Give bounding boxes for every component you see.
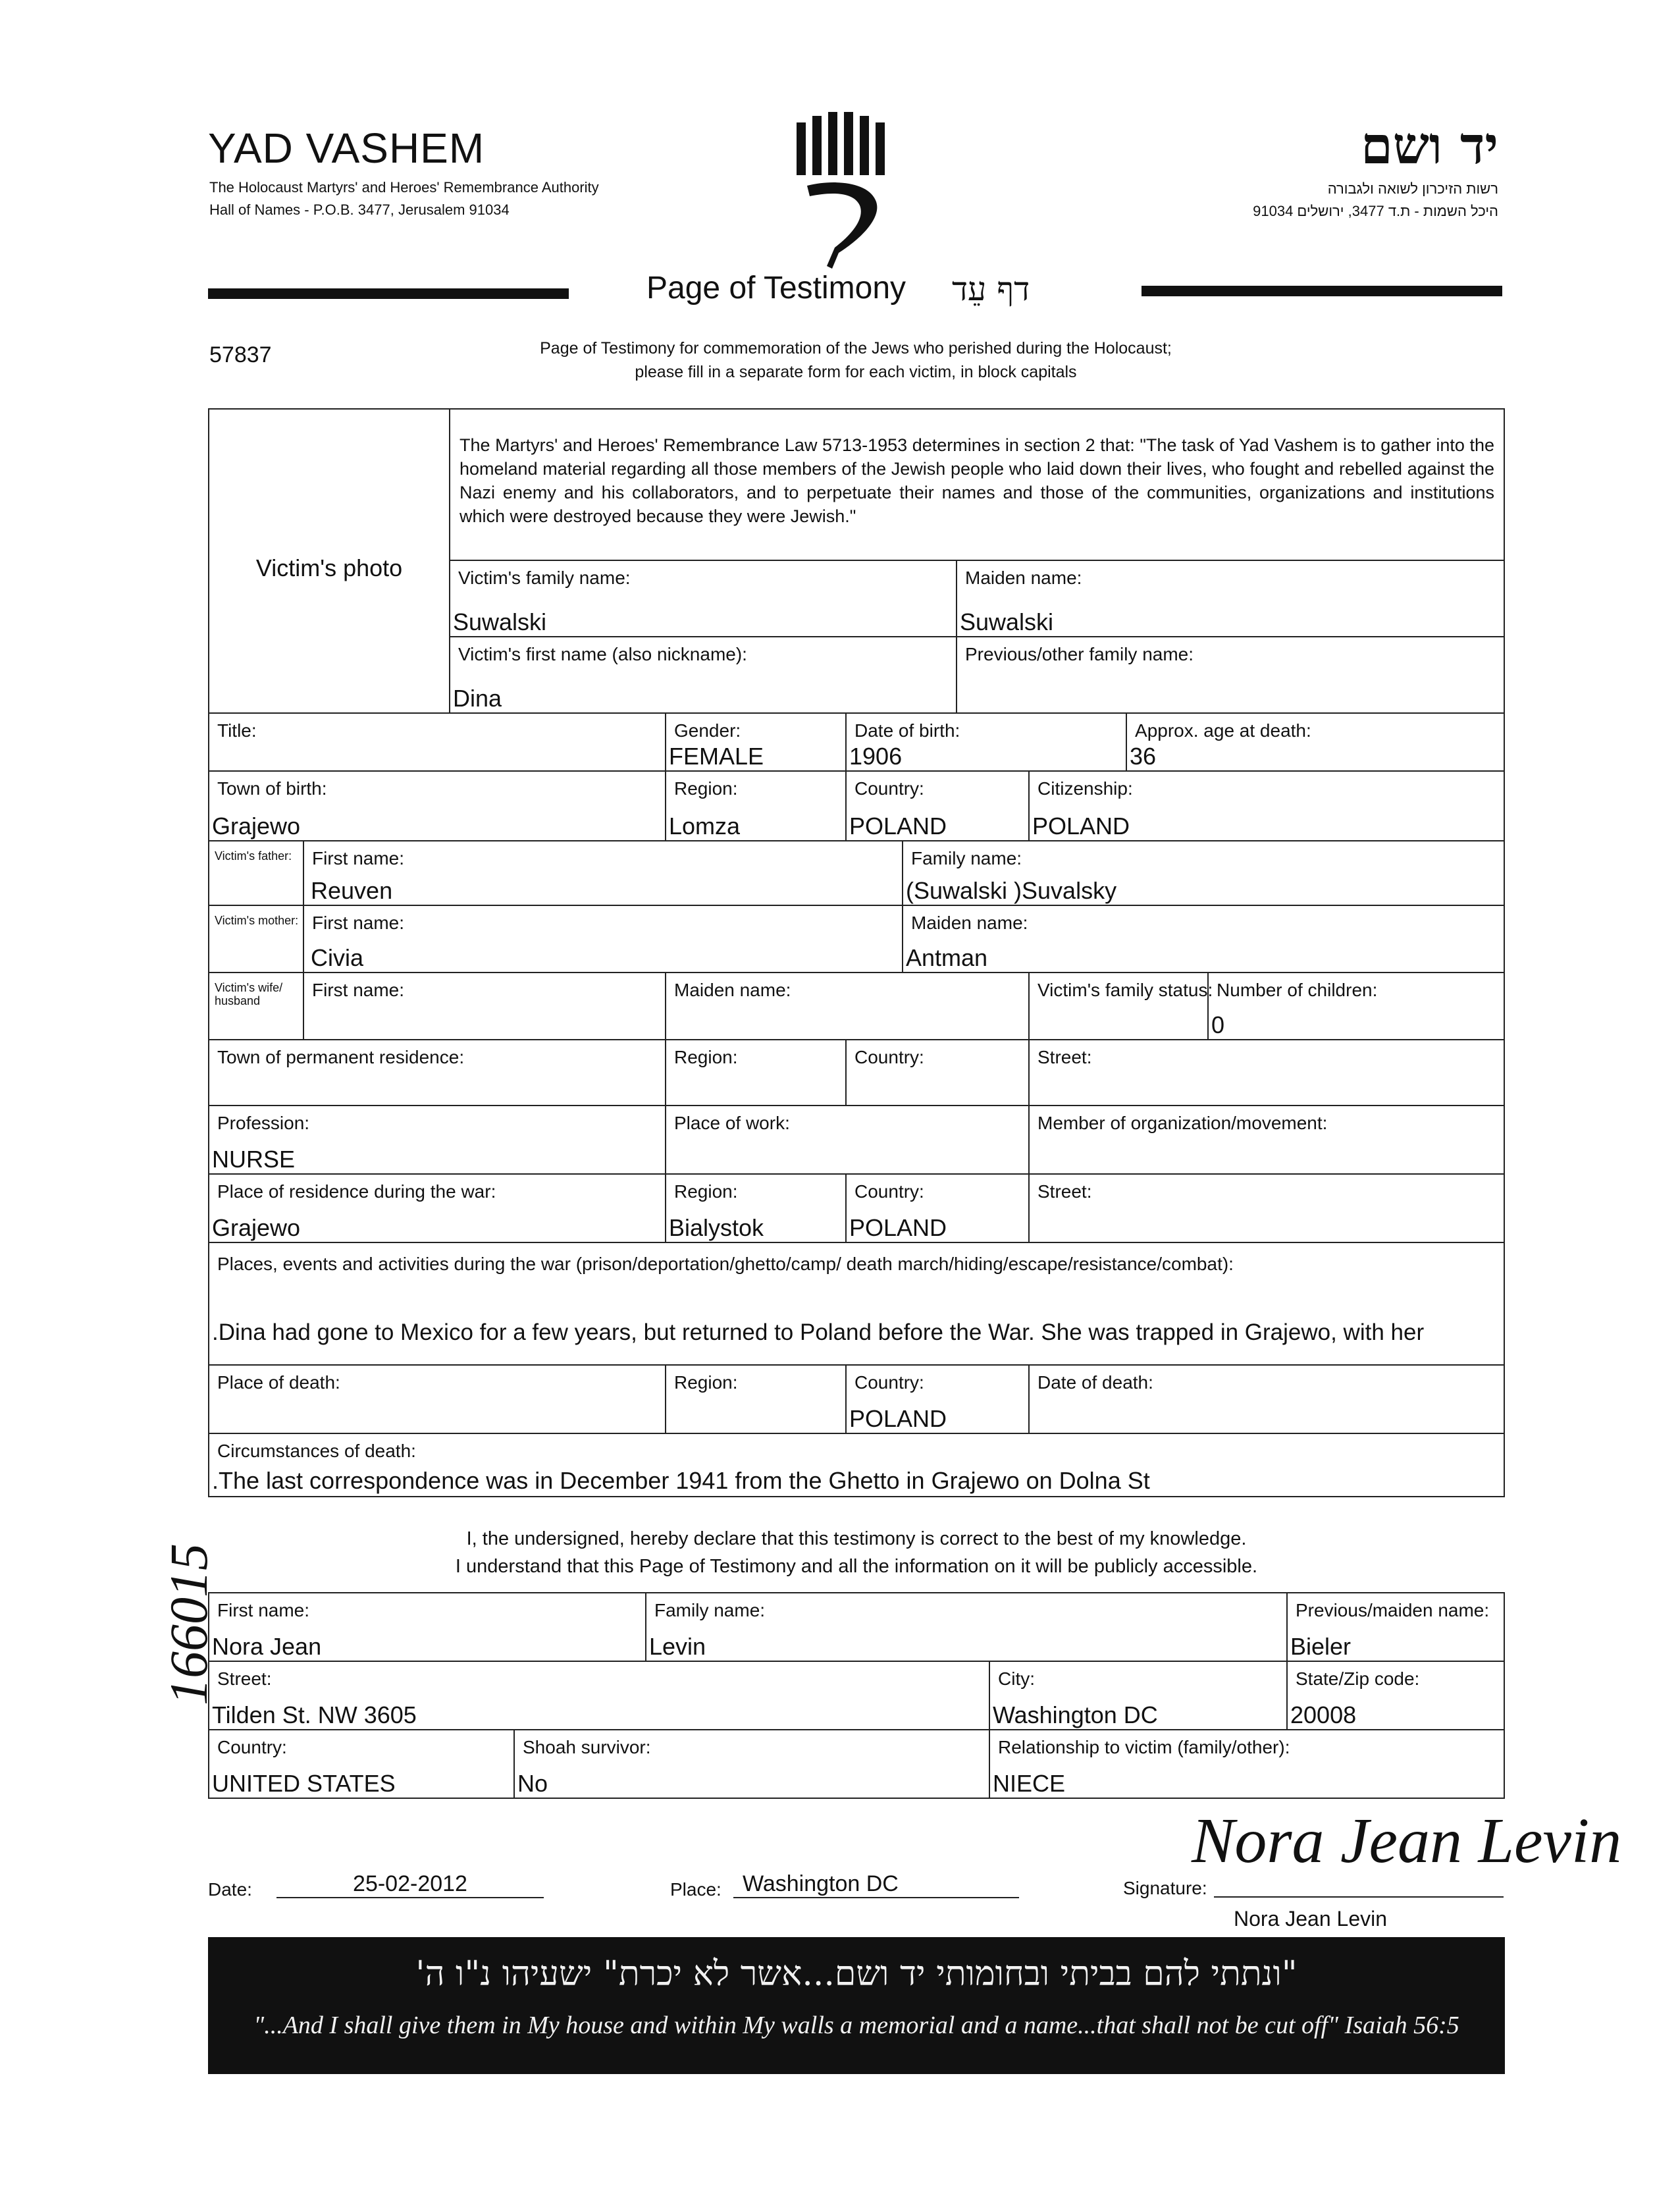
intro-line-1: Page of Testimony for commemoration of the Jews who perished during the Holocaust; xyxy=(540,339,1172,358)
residence-town-cell xyxy=(209,1040,666,1106)
region-birth-cell xyxy=(666,771,846,841)
children-label: Number of children: xyxy=(1217,980,1378,1000)
mother-side-label: Victim's mother: xyxy=(215,914,299,927)
war-place-label: Place of residence during the war: xyxy=(217,1181,496,1202)
citizenship-label: Citizenship: xyxy=(1037,778,1133,799)
victim-family-name-value: Suwalski xyxy=(453,608,547,635)
war-region-cell xyxy=(666,1174,846,1242)
spouse-side-label: Victim's wife/ husband xyxy=(215,981,283,1007)
war-country-cell xyxy=(846,1174,1029,1242)
signature-printed-name: Nora Jean Levin xyxy=(1234,1907,1388,1931)
residence-town-label: Town of permanent residence: xyxy=(217,1047,465,1067)
residence-country-cell xyxy=(846,1040,1029,1106)
submitter-family-name-cell xyxy=(646,1593,1287,1661)
war-country-value: POLAND xyxy=(849,1214,947,1241)
war-place-value: Grajewo xyxy=(212,1214,301,1241)
org-name: YAD VASHEM xyxy=(208,124,485,172)
submitter-prev-name-cell xyxy=(1287,1593,1504,1661)
war-events-cell xyxy=(209,1242,1504,1365)
citizenship-value: POLAND xyxy=(1032,813,1130,840)
submitter-first-name-label: First name: xyxy=(217,1600,310,1620)
father-family-name-label: Family name: xyxy=(911,848,1022,868)
submitter-family-name-label: Family name: xyxy=(654,1600,766,1620)
family-status-cell xyxy=(1029,973,1213,1040)
submitter-city-value: Washington DC xyxy=(993,1701,1158,1728)
residence-street-cell xyxy=(1029,1040,1504,1106)
death-region-label: Region: xyxy=(674,1372,738,1393)
war-region-label: Region: xyxy=(674,1181,738,1202)
dob-cell xyxy=(846,713,1126,771)
family-status-label: Victim's family status: xyxy=(1037,980,1213,1000)
mother-first-name-cell xyxy=(303,905,903,973)
country-birth-label: Country: xyxy=(854,778,924,799)
gender-label: Gender: xyxy=(674,720,741,741)
war-place-cell xyxy=(209,1174,666,1242)
age-value: 36 xyxy=(1130,743,1157,770)
place-label: Place: xyxy=(670,1879,722,1900)
submitter-survivor-cell xyxy=(514,1730,989,1798)
war-street-cell xyxy=(1029,1174,1504,1242)
gender-cell xyxy=(666,713,846,771)
law-text: The Martyrs' and Heroes' Remembrance Law 5713-1953 determines in section 2 that: "The task of Yad Vashem is to gather into the homeland material regarding all those members of the Jewish people who laid down their lives, who fought and rebelled against the Nazi enemy and his collaborators, and to perpetuate their names and those of the communities, organizations and institutions which were destroyed because they were Jewish." xyxy=(459,435,1494,526)
age-cell xyxy=(1126,713,1504,771)
submitter-relationship-label: Relationship to victim (family/other): xyxy=(998,1737,1290,1757)
mother-first-name-value: Civia xyxy=(311,944,364,971)
victim-prev-family-label: Previous/other family name: xyxy=(965,644,1194,664)
declaration-line-1: I, the undersigned, hereby declare that this testimony is correct to the best of my knowledge. xyxy=(466,1528,1247,1549)
title-cell xyxy=(209,713,666,771)
title-label: Title: xyxy=(217,720,257,741)
death-circ-label: Circumstances of death: xyxy=(217,1441,416,1461)
header-rule-right xyxy=(1142,286,1502,296)
town-birth-value: Grajewo xyxy=(212,813,301,840)
submitter-first-name-cell xyxy=(209,1593,646,1661)
intro-line-2: please fill in a separate form for each victim, in block capitals xyxy=(635,363,1077,381)
signature-script: Nora Jean Levin xyxy=(1192,1805,1622,1877)
mother-maiden-name-value: Antman xyxy=(906,944,988,971)
father-family-name-value: (Suwalski )Suvalsky xyxy=(906,877,1117,904)
member-org-label: Member of organization/movement: xyxy=(1037,1113,1328,1133)
profession-label: Profession: xyxy=(217,1113,310,1133)
war-street-label: Street: xyxy=(1037,1181,1092,1202)
death-place-cell xyxy=(209,1365,666,1433)
submitter-street-label: Street: xyxy=(217,1668,272,1689)
citizenship-cell xyxy=(1029,771,1504,841)
spouse-side-cell xyxy=(209,973,303,1040)
victim-family-name-cell xyxy=(450,560,957,637)
isaiah-quote-english: "...And I shall give them in My house and within My walls a memorial and a name...that shall not be cut off" Isaiah 56:5 xyxy=(253,2012,1459,2039)
submitter-first-name-value: Nora Jean xyxy=(212,1633,322,1660)
signature-label: Signature: xyxy=(1123,1878,1207,1898)
dob-label: Date of birth: xyxy=(854,720,960,741)
mother-maiden-name-label: Maiden name: xyxy=(911,913,1028,933)
submitter-relationship-value: NIECE xyxy=(993,1770,1066,1797)
submitter-zip-value: 20008 xyxy=(1290,1701,1357,1728)
children-cell xyxy=(1208,973,1504,1040)
submitter-zip-cell xyxy=(1287,1661,1504,1730)
submitter-city-cell xyxy=(989,1661,1287,1730)
hebrew-subtitle: רשות הזיכרון לשואה ולגבורה xyxy=(1327,180,1498,197)
death-country-cell xyxy=(846,1365,1029,1433)
submitter-country-cell xyxy=(209,1730,514,1798)
gender-value: FEMALE xyxy=(669,743,764,770)
submitter-family-name-value: Levin xyxy=(649,1633,706,1660)
father-first-name-cell xyxy=(303,841,903,905)
residence-region-cell xyxy=(666,1040,846,1106)
submitter-city-label: City: xyxy=(998,1668,1035,1689)
death-circ-cell xyxy=(209,1433,1504,1497)
submitter-zip-label: State/Zip code: xyxy=(1296,1668,1420,1689)
submitter-street-value: Tilden St. NW 3605 xyxy=(212,1701,417,1728)
residence-region-label: Region: xyxy=(674,1047,738,1067)
war-events-text: .Dina had gone to Mexico for a few years, but returned to Poland before the War. She was trapped in Grajewo, with her xyxy=(212,1320,1425,1345)
submitter-survivor-label: Shoah survivor: xyxy=(523,1737,651,1757)
mother-first-name-label: First name: xyxy=(312,913,405,933)
death-date-cell xyxy=(1029,1365,1504,1433)
dob-value: 1906 xyxy=(849,743,903,770)
victim-photo-box xyxy=(209,409,450,713)
spouse-maiden-name-label: Maiden name: xyxy=(674,980,791,1000)
residence-street-label: Street: xyxy=(1037,1047,1092,1067)
residence-country-label: Country: xyxy=(854,1047,924,1067)
victim-first-name-label: Victim's first name (also nickname): xyxy=(458,644,747,664)
submitter-country-value: UNITED STATES xyxy=(212,1770,396,1797)
victim-names-table xyxy=(208,408,1505,714)
org-address: Hall of Names - P.O.B. 3477, Jerusalem 91034 xyxy=(209,201,510,218)
town-birth-label: Town of birth: xyxy=(217,778,327,799)
hebrew-address: היכל השמות - ת.ד 3477, ירושלים 91034 xyxy=(1253,203,1498,219)
town-birth-cell xyxy=(209,771,666,841)
death-date-label: Date of death: xyxy=(1037,1372,1153,1393)
profession-cell xyxy=(209,1106,666,1174)
victim-photo-label: Victim's photo xyxy=(255,554,403,581)
mother-maiden-name-cell xyxy=(903,905,1504,973)
member-org-cell xyxy=(1029,1106,1504,1174)
region-birth-value: Lomza xyxy=(669,813,741,840)
country-birth-cell xyxy=(846,771,1029,841)
signature-line xyxy=(1214,1896,1504,1898)
death-country-value: POLAND xyxy=(849,1405,947,1432)
victim-maiden-name-cell xyxy=(957,560,1504,637)
isaiah-quote-hebrew: "ונתתי להם בביתי ובחומותי יד ושם...אשר לא יכרת" ישעיהו נ"ו ה' xyxy=(415,1954,1298,1994)
date-label: Date: xyxy=(208,1879,252,1900)
yad-vashem-logo-icon xyxy=(787,108,895,273)
submitter-prev-name-label: Previous/maiden name: xyxy=(1296,1600,1490,1620)
death-region-cell xyxy=(666,1365,846,1433)
submitter-table xyxy=(208,1592,1505,1799)
place-value: Washington DC xyxy=(733,1871,1019,1898)
war-region-value: Bialystok xyxy=(669,1214,764,1241)
page-title-hebrew: דף עֵד xyxy=(952,270,1030,308)
submitter-street-cell xyxy=(209,1661,989,1730)
handwritten-side-number: 166015 xyxy=(159,1543,219,1705)
father-family-name-cell xyxy=(903,841,1504,905)
death-country-label: Country: xyxy=(854,1372,924,1393)
form-number: 57837 xyxy=(209,342,272,367)
children-value: 0 xyxy=(1211,1011,1225,1038)
victim-family-name-label: Victim's family name: xyxy=(458,568,631,588)
org-subtitle: The Holocaust Martyrs' and Heroes' Remembrance Authority xyxy=(209,179,599,196)
isaiah-quote-banner xyxy=(208,1937,1505,2074)
father-first-name-value: Reuven xyxy=(311,877,393,904)
submitter-prev-name-value: Bieler xyxy=(1290,1633,1352,1660)
war-country-label: Country: xyxy=(854,1181,924,1202)
father-side-label: Victim's father: xyxy=(215,849,292,863)
work-place-label: Place of work: xyxy=(674,1113,790,1133)
header-rule-left xyxy=(208,288,569,299)
victim-prev-family-cell xyxy=(957,637,1504,713)
submitter-relationship-cell xyxy=(989,1730,1504,1798)
spouse-first-name-cell xyxy=(303,973,666,1040)
father-first-name-label: First name: xyxy=(312,848,405,868)
war-events-label: Places, events and activities during the war (prison/deportation/ghetto/camp/ death march/hiding/escape/resistance/combat): xyxy=(217,1254,1234,1274)
work-place-cell xyxy=(666,1106,1029,1174)
father-side-cell xyxy=(209,841,303,905)
profession-value: NURSE xyxy=(212,1146,296,1173)
country-birth-value: POLAND xyxy=(849,813,947,840)
age-label: Approx. age at death: xyxy=(1135,720,1311,741)
spouse-maiden-name-cell xyxy=(666,973,1029,1040)
victim-maiden-name-label: Maiden name: xyxy=(965,568,1082,588)
declaration-line-2: I understand that this Page of Testimony and all the information on it will be publicly accessible. xyxy=(455,1556,1258,1577)
submitter-country-label: Country: xyxy=(217,1737,287,1757)
victim-first-name-cell xyxy=(450,637,957,713)
victim-maiden-name-value: Suwalski xyxy=(960,608,1054,635)
victim-details-table xyxy=(208,712,1505,1497)
death-circ-text: .The last correspondence was in December 1941 from the Ghetto in Grajewo on Dolna St xyxy=(212,1467,1150,1494)
victim-first-name-value: Dina xyxy=(453,685,502,712)
hebrew-org-name: יד ושם xyxy=(1361,116,1498,176)
law-text-cell xyxy=(450,409,1504,560)
page-title: Page of Testimony xyxy=(646,271,906,306)
region-birth-label: Region: xyxy=(674,778,738,799)
spouse-first-name-label: First name: xyxy=(312,980,405,1000)
death-place-label: Place of death: xyxy=(217,1372,340,1393)
submitter-survivor-value: No xyxy=(517,1770,548,1797)
date-value: 25-02-2012 xyxy=(276,1871,544,1898)
mother-side-cell xyxy=(209,905,303,973)
